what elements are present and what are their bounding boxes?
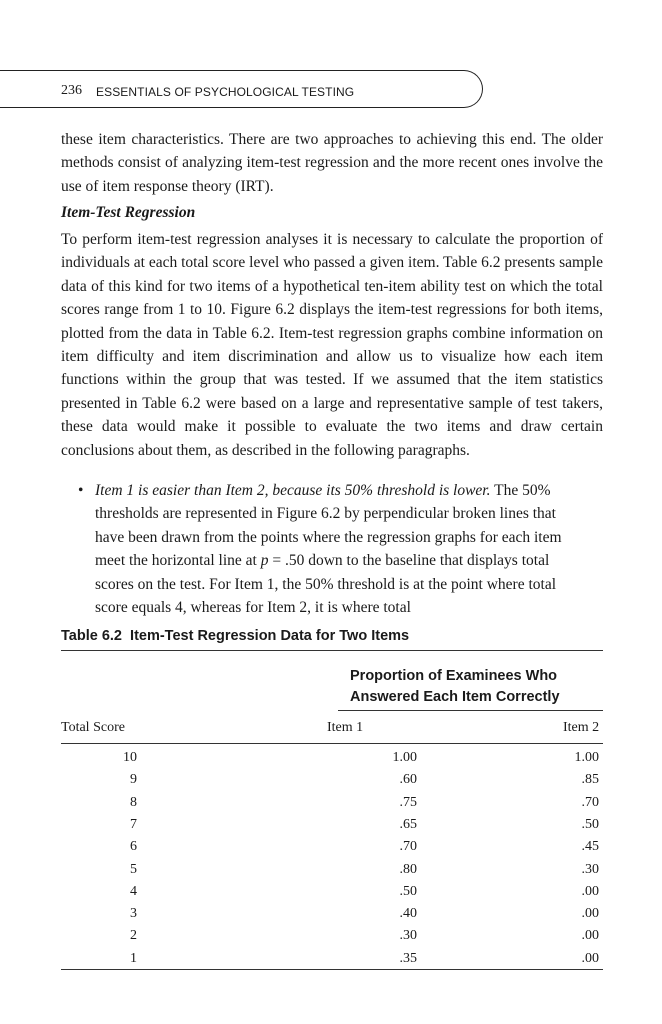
bullet-text-before-p: The 50% thresholds are represented in Figure 6.2 by perpendicular broken lines that have been drawn from the points where the regression graphs for each item meet the horizontal line at [95, 482, 562, 570]
column-header-item-2: Item 2 [563, 720, 600, 735]
cell-item-1: .70 [399, 839, 417, 855]
cell-item-2: .70 [581, 794, 599, 810]
cell-item-2: .00 [581, 950, 599, 966]
spanning-header-line1: Proportion of Examinees Who [350, 668, 558, 684]
cell-item-1: .40 [399, 906, 417, 922]
bullet-item [78, 479, 576, 619]
cell-item-1: .50 [399, 883, 417, 899]
cell-total-score: 2 [130, 928, 137, 944]
page-number: 236 [61, 83, 82, 98]
cell-item-2: .30 [581, 861, 599, 877]
cell-total-score: 8 [130, 794, 137, 810]
cell-item-1: 1.00 [392, 750, 417, 765]
cell-total-score: 6 [130, 839, 137, 855]
cell-item-1: .30 [399, 928, 417, 944]
column-header-rule [61, 743, 603, 744]
cell-item-2: .50 [581, 816, 599, 832]
bullet-text-after-p: = .50 down to the baseline that displays total scores on the test. For Item 1, the 50% threshold is at the point where total score equals 4, whereas for Item 2, it is where total [95, 552, 557, 617]
cell-item-2: .85 [581, 772, 599, 788]
cell-item-1: .80 [399, 861, 417, 877]
cell-total-score: 1 [130, 950, 137, 966]
cell-item-2: .00 [581, 906, 599, 922]
table-row [61, 884, 603, 906]
table-row [61, 772, 603, 794]
cell-item-1: .60 [399, 772, 417, 788]
p-symbol: p [260, 552, 269, 570]
cell-item-1: .75 [399, 794, 417, 810]
section-subheading: Item-Test Regression [61, 204, 196, 221]
table-row [61, 928, 603, 950]
table-row [61, 817, 603, 839]
cell-item-2: .00 [581, 928, 599, 944]
table-row [61, 906, 603, 928]
cell-item-1: .35 [399, 950, 417, 966]
table-bottom-rule [61, 969, 603, 970]
spanning-header-rule [338, 710, 603, 711]
bullet-dot-icon: • [78, 482, 84, 499]
cell-total-score: 9 [130, 772, 137, 788]
table-title: Table 6.2 Item-Test Regression Data for Two Items [61, 628, 410, 644]
bullet-text [95, 479, 576, 619]
intro-paragraph: these item characteristics. There are two approaches to achieving this end. The older methods consist of analyzing item-test regression and the more recent ones involve the use of item response theory (IRT). [61, 131, 603, 195]
cell-item-2: .45 [581, 839, 599, 855]
table-row [61, 862, 603, 884]
running-title: ESSENTIALS OF PSYCHOLOGICAL TESTING [96, 85, 355, 99]
regression-paragraph: To perform item-test regression analyses it is necessary to calculate the proportion of individuals at each total score level who passed a given item. Table 6.2 presents sample data of this kind for two items of a hypothetical ten-item ability test on which the total scores range from 1 to 10. Figure 6.2 displays the item-test regressions for both items, plotted from the data in Table 6.2. Item-test regression graphs combine information on item difficulty and item discrimination and allow us to visualize how each item functions within the group that was tested. If we assumed that the item statistics presented in Table 6.2 were based on a large and representative sample of test takers, these data would make it possible to evaluate the two items and draw certain conclusions about them, as described in the following paragraphs. [61, 231, 603, 459]
table-row [61, 750, 603, 772]
cell-total-score: 5 [130, 861, 137, 877]
cell-total-score: 10 [123, 750, 137, 765]
cell-item-2: .00 [581, 883, 599, 899]
table-row [61, 839, 603, 861]
cell-item-2: 1.00 [574, 750, 599, 765]
table-top-rule [61, 650, 603, 651]
bullet-lead: Item 1 is easier than Item 2, because its 50% threshold is lower. [95, 482, 491, 499]
cell-total-score: 4 [130, 883, 137, 899]
cell-item-1: .65 [399, 816, 417, 832]
cell-total-score: 3 [130, 906, 137, 922]
table-row [61, 795, 603, 817]
column-header-total-score: Total Score [61, 720, 125, 735]
table-spanning-header [350, 666, 560, 708]
cell-total-score: 7 [130, 816, 137, 832]
spanning-header-line2: Answered Each Item Correctly [350, 689, 560, 705]
column-header-item-1: Item 1 [327, 720, 364, 735]
